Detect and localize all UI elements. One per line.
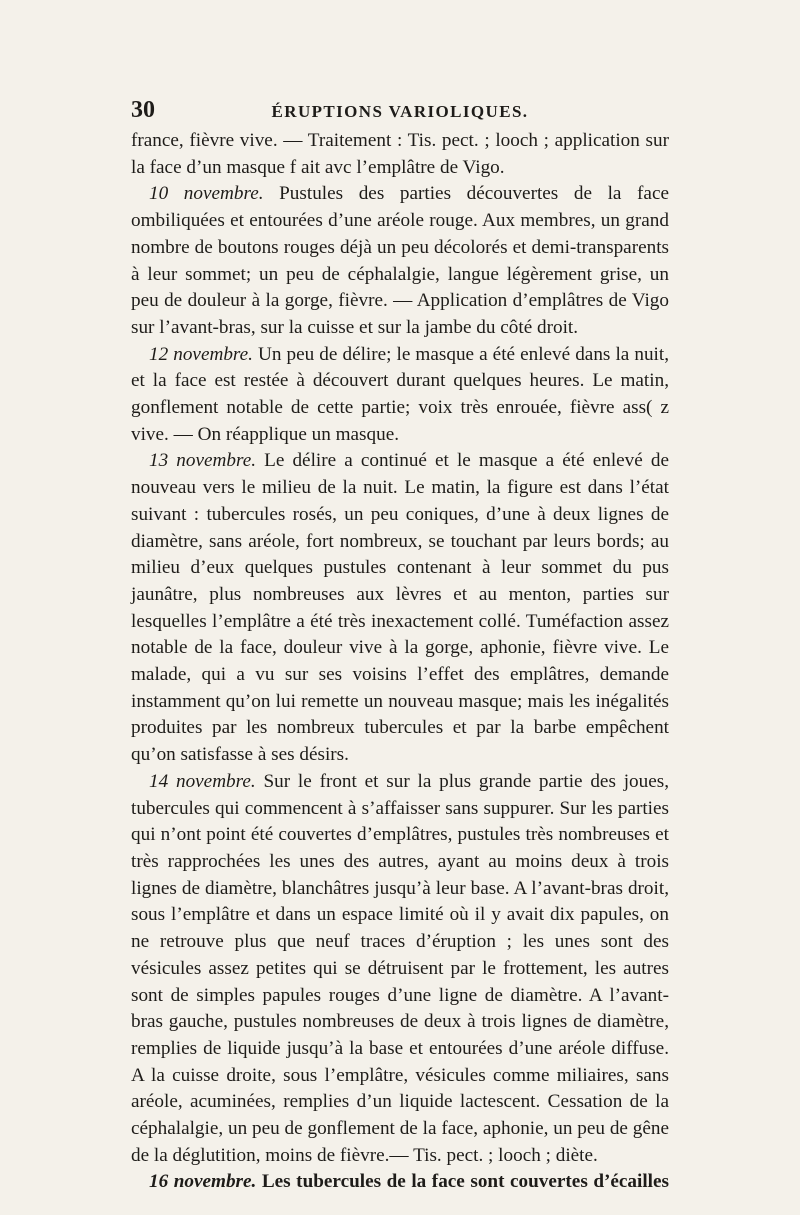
paragraph-text: france, fièvre vive. — Traitement : Tis. pect. ; looch ; application sur la face d’un masque f ait avc l’emplâtre de Vigo. [131,130,669,178]
page-number: 30 [131,97,155,123]
paragraph-12-novembre [131,342,669,449]
paragraph-10-novembre [131,181,669,341]
paragraph-text: Un peu de délire; le masque a été enlevé dans la nuit, et la face est restée à découvert durant quelques heures. Le matin, gonflement notable de cette partie; voix très enrouée, fièvre ass( z vive. — On réapplique un masque. [131,343,669,445]
running-title: ÉRUPTIONS VARIOLIQUES. [271,102,529,121]
entry-date: 13 novembre. [149,450,257,472]
paragraph-continuation [131,128,669,181]
paragraph-text: Les tubercules de la face sont couvertes d’écailles [256,1171,669,1193]
paragraph-14-novembre [131,769,669,1170]
paragraph-text: Le délire a continué et le masque a été enlevé de nouveau vers le milieu de la nuit. Le matin, la figure est dans l’état suivant : tubercules rosés, un peu coniques, d’une à deux lignes de diamètre, sans aréole, fort nombreux, se touchant par leurs bords; au milieu d’eux quelques pustules contenant à leur sommet du pus jaunâtre, plus nombreuses aux lèvres et au menton, parties sur lesquelles l’emplâtre a été très inexactement collé. Tuméfaction assez notable de la face, douleur vive à la gorge, aphonie, fièvre vive. Le malade, qui a vu sur ses voisins l’effet des emplâtres, demande instamment qu’on lui remette un nouveau masque; mais les inégalités produites par les nombreux tubercules et par la barbe empêchent qu’on satisfasse à ses désirs. [131,450,669,766]
paragraph-13-novembre [131,448,669,768]
paragraph-16-novembre [131,1169,669,1196]
page-body [131,128,669,1196]
paragraph-text: Pustules des parties découvertes de la face ombiliquées et entourées d’une aréole rouge. Aux membres, un grand nombre de boutons rouges déjà un peu décolorés et demi-transparents à leur sommet; un peu de céphalalgie, langue légèrement grise, un peu de douleur à la gorge, fièvre. — Application d’emplâtres de Vigo sur l’avant-bras, sur la cuisse et sur la jambe du côté droit. [131,183,669,338]
paragraph-text: Sur le front et sur la plus grande partie des joues, tubercules qui commencent à s’affaisser sans suppurer. Sur les parties qui n’ont point été couvertes d’emplâtres, pustules très nombreuses et très rapprochées les unes des autres, ayant au moins deux à trois lignes de diamètre, blanchâtres jusqu’à leur base. A l’avant-bras droit, sous l’emplâtre et dans un espace limité où il y avait dix papules, on ne retrouve plus que neuf traces d’éruption ; les unes sont des vésicules assez petites qui se détruisent par le frottement, les autres sont de simples papules rouges d’une ligne de diamètre. A l’avant-bras gauche, pustules nombreuses de deux à trois lignes de diamètre, remplies de liquide jusqu’à la base et entourées d’une aréole diffuse. A la cuisse droite, sous l’emplâtre, vésicules comme miliaires, sans aréole, acuminées, remplies d’un liquide lactescent. Cessation de la céphalalgie, un peu de gonflement de la face, aphonie, un peu de gêne de la déglutition, moins de fièvre.— Tis. pect. ; looch ; diète. [131,770,669,1166]
entry-date: 14 novembre. [149,770,256,792]
entry-date: 10 novembre. [149,183,264,205]
entry-date: 16 novembre. [149,1171,257,1193]
page-header [131,97,669,129]
entry-date: 12 novembre. [149,343,253,365]
